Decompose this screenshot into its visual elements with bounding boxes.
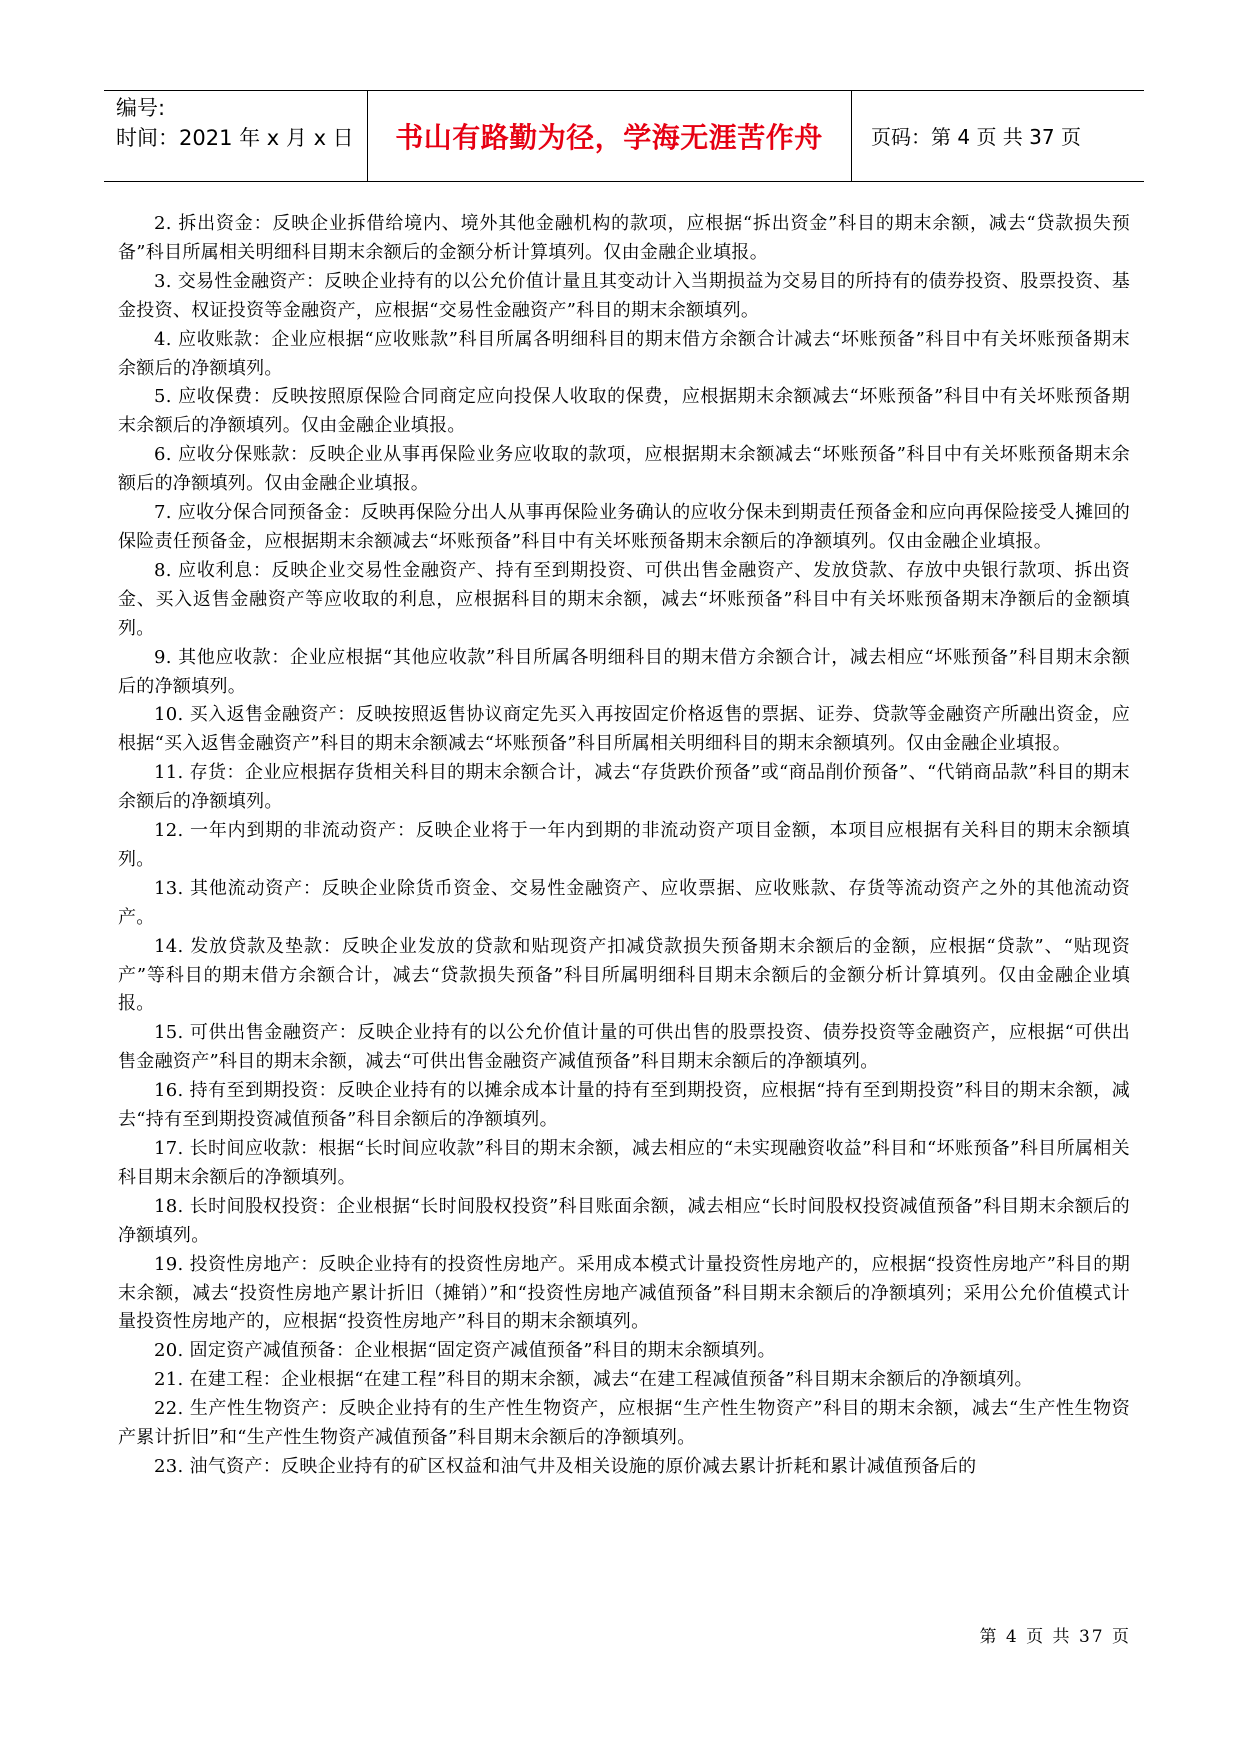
paragraph: 20. 固定资产减值预备：企业根据“固定资产减值预备”科目的期末余额填列。 (154, 1340, 776, 1362)
paragraph: 3. 交易性金融资产：反映企业持有的以公允价值计量且其变动计入当期损益为交易目的所持有的债券投资、股票投资、基金投资、权证投资等金融资产，应根据“交易性金融资产”科目的期末余额填列。 (118, 270, 1130, 321)
paragraph: 21. 在建工程：企业根据“在建工程”科目的期末余额，减去“在建工程减值预备”科目期末余额后的净额填列。 (154, 1369, 1033, 1391)
header-motto: 书山有路勤为径，学海无涯苦作舟 (395, 120, 823, 154)
paragraph: 9. 其他应收款：企业应根据“其他应收款”科目所属各明细科目的期末借方余额合计，减去相应“坏账预备”科目期末余额后的净额填列。 (118, 646, 1130, 697)
page-header (104, 90, 1144, 182)
header-page-code: 页码：第 4 页 共 37 页 (871, 125, 1081, 149)
paragraph: 6. 应收分保账款：反映企业从事再保险业务应收取的款项，应根据期末余额减去“坏账预备”科目中有关坏账预备期末余额后的净额填列。仅由金融企业填报。 (118, 444, 1130, 495)
paragraph: 7. 应收分保合同预备金：反映再保险分出人从事再保险业务确认的应收分保未到期责任预备金和应向再保险接受人摊回的保险责任预备金，应根据期末余额减去“坏账预备”科目中有关坏账预备期末余额后的净额填列。仅由金融企业填报。 (118, 502, 1130, 552)
document-body (118, 210, 1130, 1482)
paragraph: 13. 其他流动资产：反映企业除货币资金、交易性金融资产、应收票据、应收账款、存货等流动资产之外的其他流动资产。 (118, 877, 1130, 928)
document-time-label: 时间：2021 年 x 月 x 日 (116, 126, 354, 150)
header-motto-cell (367, 91, 851, 180)
paragraph: 14. 发放贷款及垫款：反映企业发放的贷款和贴现资产扣减贷款损失预备期末余额后的金额，应根据“贷款”、“贴现资产”等科目的期末借方余额合计，减去“贷款损失预备”科目所属明细科目期末余额后的金额分析计算填列。仅由金融企业填报。 (118, 935, 1130, 1015)
paragraph: 4. 应收账款：企业应根据“应收账款”科目所属各明细科目的期末借方余额合计减去“坏账预备”科目中有关坏账预备期末余额后的净额填列。 (118, 328, 1130, 379)
paragraph: 15. 可供出售金融资产：反映企业持有的以公允价值计量的可供出售的股票投资、债券投资等金融资产，应根据“可供出售金融资产”科目的期末余额，减去“可供出售金融资产减值预备”科目期末余额后的净额填列。 (118, 1022, 1130, 1073)
paragraph: 5. 应收保费：反映按照原保险合同商定应向投保人收取的保费，应根据期末余额减去“坏账预备”科目中有关坏账预备期末余额后的净额填列。仅由金融企业填报。 (118, 386, 1130, 437)
header-meta (116, 93, 366, 153)
paragraph: 23. 油气资产：反映企业持有的矿区权益和油气井及相关设施的原价减去累计折耗和累计减值预备后的 (154, 1455, 977, 1477)
paragraph: 8. 应收利息：反映企业交易性金融资产、持有至到期投资、可供出售金融资产、发放贷款、存放中央银行款项、拆出资金、买入返售金融资产等应收取的利息，应根据科目的期末余额，减去“坏账预备”科目中有关坏账预备期末净额后的金额填列。 (118, 559, 1130, 639)
document-number-label: 编号: (116, 96, 166, 120)
paragraph: 2. 拆出资金：反映企业拆借给境内、境外其他金融机构的款项，应根据“拆出资金”科目的期末余额，减去“贷款损失预备”科目所属相关明细科目期末余额后的金额分析计算填列。仅由金融企业填报。 (118, 213, 1130, 263)
paragraph: 16. 持有至到期投资：反映企业持有的以摊余成本计量的持有至到期投资，应根据“持有至到期投资”科目的期末余额，减去“持有至到期投资减值预备”科目余额后的净额填列。 (118, 1080, 1130, 1131)
page-footer: 第 4 页 共 37 页 (979, 1627, 1131, 1647)
paragraph: 17. 长时间应收款：根据“长时间应收款”科目的期末余额，减去相应的“未实现融资收益”科目和“坏账预备”科目所属相关科目期末余额后的净额填列。 (118, 1138, 1130, 1188)
paragraph: 18. 长时间股权投资：企业根据“长时间股权投资”科目账面余额，减去相应“长时间股权投资减值预备”科目期末余额后的净额填列。 (118, 1195, 1130, 1246)
paragraph: 22. 生产性生物资产：反映企业持有的生产性生物资产，应根据“生产性生物资产”科目的期末余额，减去“生产性生物资产累计折旧”和“生产性生物资产减值预备”科目期末余额后的净额填列。 (118, 1398, 1130, 1449)
paragraph: 12. 一年内到期的非流动资产：反映企业将于一年内到期的非流动资产项目金额，本项目应根据有关科目的期末余额填列。 (118, 820, 1130, 870)
paragraph: 10. 买入返售金融资产：反映按照返售协议商定先买入再按固定价格返售的票据、证券、贷款等金融资产所融出资金，应根据“买入返售金融资产”科目的期末余额减去“坏账预备”科目所属相关明细科目的期末余额填列。仅由金融企业填报。 (118, 704, 1130, 755)
paragraph: 11. 存货：企业应根据存货相关科目的期末余额合计，减去“存货跌价预备”或“商品削价预备”、“代销商品款”科目的期末余额后的净额填列。 (118, 762, 1130, 813)
paragraph: 19. 投资性房地产：反映企业持有的投资性房地产。采用成本模式计量投资性房地产的，应根据“投资性房地产”科目的期末余额，减去“投资性房地产累计折旧（摊销）”和“投资性房地产减值预备”科目期末余额后的净额填列；采用公允价值模式计量投资性房地产的，应根据“投资性房地产”科目的期末余额填列。 (118, 1253, 1130, 1333)
